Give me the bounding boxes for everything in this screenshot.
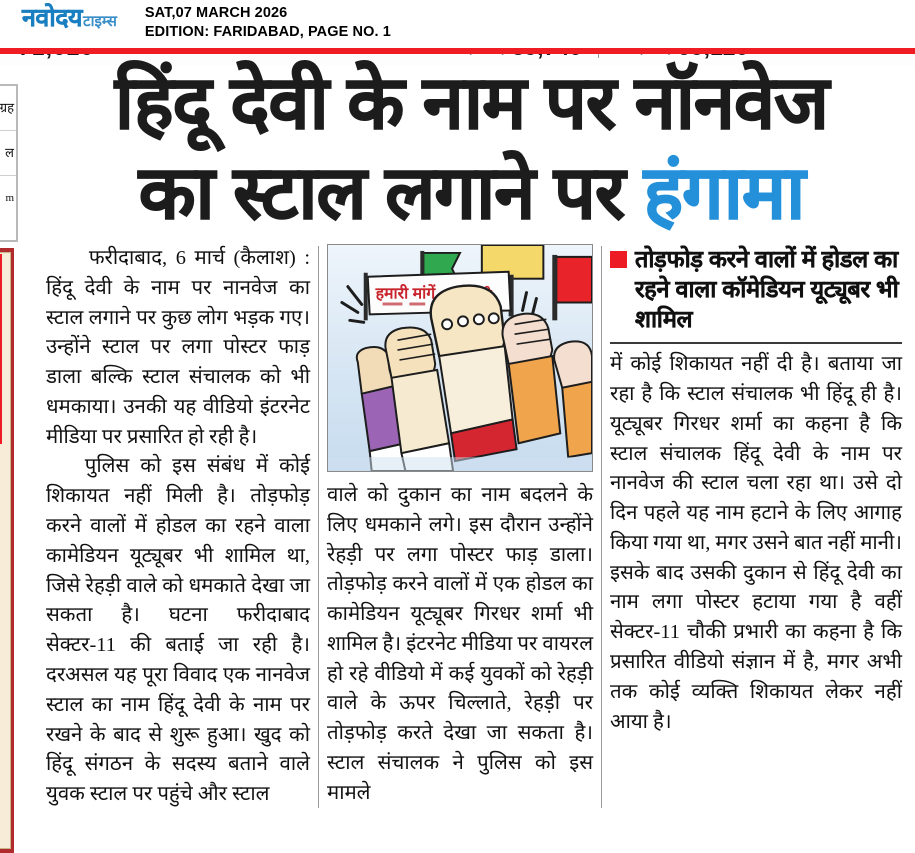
subheadline xyxy=(610,244,902,334)
left-margin-clipped-box xyxy=(0,84,18,242)
column-1 xyxy=(46,244,318,810)
column-2 xyxy=(319,244,601,809)
masthead xyxy=(0,0,915,48)
headline-line-2-plain: का स्टाल लगाने पर xyxy=(138,151,644,234)
column-3 xyxy=(602,244,902,737)
protest-illustration-svg xyxy=(328,245,592,471)
newspaper-logo xyxy=(22,0,117,31)
logo-sub-text: टाइम्स xyxy=(83,13,117,30)
subheadline-divider xyxy=(610,342,902,344)
left-margin-red-block xyxy=(0,254,2,444)
headline-line-2 xyxy=(14,151,901,234)
protest-illustration xyxy=(327,244,593,472)
article-headline xyxy=(14,54,901,234)
headline-line-1: हिंदू देवी के नाम पर नॉनवेज xyxy=(114,61,829,144)
left-margin-row: ल xyxy=(0,131,16,176)
paragraph: फरीदाबाद, 6 मार्च (कैलाश) : हिंदू देवी के नाम पर नानवेज का स्टाल लगाने पर कुछ लोग भड़क गए। उन्होंने स्टाल पर लगा पोस्टर फाड़ डाला बल्कि स्टाल संचालक को भी धमकाया। उनकी यह वीडियो इंटरनेट मीडिया पर प्रसारित हो रही है। xyxy=(46,247,310,448)
headline-accent-word: हंगामा xyxy=(643,151,805,234)
left-margin-row: m xyxy=(5,192,14,204)
left-margin-clipped-strip xyxy=(0,248,14,853)
paragraph: पुलिस को इस संबंध में कोई शिकायत नहीं मिली है। तोड़फोड़ करने वालों में होडल का रहने वाला कामेडियन यूट्यूबर भी शामिल था, जिसे रेहड़ी वाले को धमकाते देखा जा सकता है। घटना फरीदाबाद सेक्टर-11 की बताई जा रही है। दरअसल यह पूरा विवाद एक नानवेज स्टाल का नाम हिंदू देवी के नाम पर रखने के बाद से शुरू हुआ। खुद को हिंदू संगठन के सदस्य बताने वाले युवक स्टाल पर पहुंचे और स्टाल xyxy=(46,455,310,806)
paragraph: में कोई शिकायत नहीं दी है। बताया जा रहा है कि स्टाल संचालक भी हिंदू ही है। यूट्यूबर गिरधर शर्मा का कहना है कि स्टाल संचालक हिंदू देवी के नाम पर नानवेज की स्टाल चला रहा था। उसे दो दिन पहले यह नाम हटाने के लिए आगाह किया गया था, मगर उसने बात नहीं मानी। इसके बाद उसकी दुकान से हिंदू देवी का नाम लगा पोस्टर हटाया गया है वहीं सेक्टर-11 चौकी प्रभारी का कहना है कि प्रसारित वीडियो संज्ञान में है, मगर अभी तक कोई व्यक्ति शिकायत लेकर नहीं आया है। xyxy=(610,353,902,733)
left-margin-row: ग्रह xyxy=(0,86,16,131)
logo-main-text: नवोदय xyxy=(22,4,83,32)
red-square-bullet-icon xyxy=(610,251,627,268)
article-body xyxy=(46,244,905,810)
red-divider-rule xyxy=(0,48,915,54)
edition-line: EDITION: FARIDABAD, PAGE NO. 1 xyxy=(144,24,391,41)
svg-text:हमारी मांगें: हमारी मांगें xyxy=(375,285,436,303)
paragraph: वाले को दुकान का नाम बदलने के लिए धमकाने लगे। इस दौरान उन्होंने रेहड़ी पर लगा पोस्टर फाड़ डाला। तोड़फोड़ करने वालों में एक होडल का कामेडियन यूट्यूबर गिरधर शर्मा भी शामिल है। इंटरनेट मीडिया पर वायरल हो रहे वीडियो में कई युवकों को रेहड़ी वाले के ऊपर चिल्लाते, रेहड़ी पर तोड़फोड़ करते देखा जा सकता है। स्टाल संचालक ने पुलिस को इस मामले xyxy=(327,484,594,804)
subheadline-text: तोड़फोड़ करने वालों में होडल का रहने वाला कॉमेडियन यूट्यूबर भी शामिल xyxy=(635,246,899,333)
date-line: SAT,07 MARCH 2026 xyxy=(144,5,288,21)
edition-info xyxy=(145,0,391,42)
